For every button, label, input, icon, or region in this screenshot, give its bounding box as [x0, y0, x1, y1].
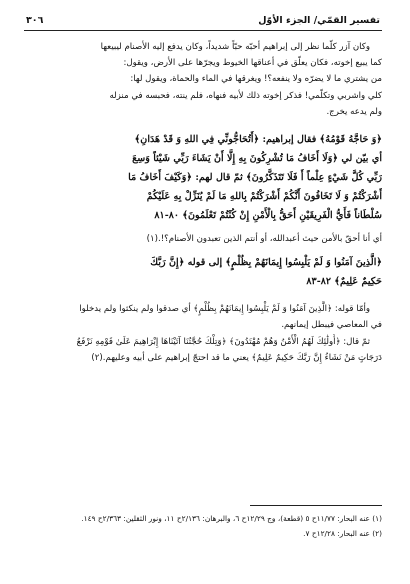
text-line: دَرَجَاتٍ مَنْ نَشَاءُ إِنَّ رَبَّكَ حَكِيمٌ عَلِيمٌ﴾ يعني ما قد احتجّ إبراهيم على أبيه وعليهم.(٢) [91, 352, 382, 363]
text-line: كما يبيع إخوته، فكان يعلّق في أعناقها الخيوط ويجرّها على الأرض، ويقول: [123, 58, 382, 69]
page-number: ٣٠٦ [26, 15, 44, 26]
text-line: في المعاصي فيبطل إيمانهم. [281, 320, 382, 331]
main-text [24, 39, 382, 366]
verse-block-2 [24, 253, 382, 291]
verse-block-1 [24, 130, 382, 225]
running-header [24, 14, 382, 28]
text-line: من يشتري ما لا يضرّه ولا ينفعه؟! ويغرقها في الماء والحماة، ويقول لها: [130, 74, 382, 85]
paragraph-2 [24, 231, 382, 247]
verse-line: أي بيّن لي ﴿وَلَا أَخَافُ مَا تُشْرِكُونَ بِهِ إِلَّا أَنْ يَشَاءَ رَبِّي شَيْئاً وَسِعَ [132, 153, 382, 165]
text-line: كلي واشربي وتكلّمي! فذكر إخوته ذلك لأبيه فنهاه، فلم ينته، فحبسه في منزله [109, 90, 382, 101]
footnotes [24, 512, 382, 541]
paragraph-3 [24, 301, 382, 366]
paragraph-1 [24, 39, 382, 120]
header-divider [24, 30, 382, 31]
text-line: وكان آزر كلّما نظر إلى إبراهيم أحبّه حبّاً شديداً، وكان يدفع إليه الأصنام ليبيعها [100, 42, 370, 52]
header-title: تفسير القمّي/ الجزء الأوّل [258, 15, 380, 26]
verse-line: ﴿الَّذِينَ آمَنُوا وَ لَمْ يَلْبِسُوا إِيمَانَهُمْ بِظُلْمٍ﴾ إلى قوله ﴿إِنَّ رَبَّكَ [150, 257, 382, 269]
spacer [24, 291, 382, 301]
verse-line: سُلْطَاناً فَأَيُّ الْفَرِيقَيْنِ أَحَقُّ بِالْأَمْنِ إِنْ كُنْتُمْ تَعْلَمُونَ﴾ ٨٠-٨١ [154, 210, 382, 222]
verse-line: حَكِيمٌ عَلِيمٌ﴾ ٨٢-٨٣ [306, 276, 382, 288]
text-line: ولم يدعه يخرج. [326, 106, 382, 117]
text-line: وأمّا قوله: ﴿الَّذِينَ آمَنُوا وَ لَمْ يَلْبِسُوا إِيمَانَهُمْ بِظُلْمٍ﴾ أي صدقوا ولم ينكثوا ولم يدخلوا [79, 304, 370, 315]
footnote-divider [250, 505, 382, 506]
verse-line: ﴿وَ حَاجَّهُ قَوْمُهُ﴾ فقال إبراهيم: ﴿أَتُحَاجُّونِّي فِي اللهِ وَ قَدْ هَدَانِ﴾ [134, 134, 382, 146]
spacer [24, 120, 382, 130]
verse-line: أَشْرَكْتُمْ وَ لَا تَخَافُونَ أَنَّكُمْ أَشْرَكْتُمْ بِاللهِ مَا لَمْ يُنَزِّلْ بِهِ عَلَيْكُمْ [146, 191, 382, 203]
verse-line: رَبِّي كُلَّ شَيْءٍ عِلْماً أَ فَلَا تَتَذَكَّرُونَ﴾ ثمّ قال لهم: ﴿وَكَيْفَ أَخَافُ مَا [128, 172, 382, 184]
text-line: أي أنا أحقّ بالأمن حيث أعبدالله، أو أنتم الذين تعبدون الأصنام؟!.(١) [146, 234, 382, 245]
footnote-1: (١) عنه البحار: ١١/٧٧ح ٥ (قطعة)، وج ١٢/٢٩ح ٦، والبرهان: ٢/١٣٦ح ١١، ونور الثقلين: ٢/٣٦٣ح ١٤٩. [81, 514, 382, 523]
footnote-2: (٢) عنه البحار: ١٢/٢٨ح ٧. [303, 528, 382, 538]
text-line: ثمّ قال: ﴿أُولَٰئِكَ لَهُمُ الْأَمْنُ وَهُمْ مُهْتَدُونَ﴾ ﴿وَتِلْكَ حُجَّتُنَا آتَيْنَاهَا إِبْرَاهِيمَ عَلَىٰ قَوْمِهِ نَرْفَعُ [76, 336, 370, 347]
